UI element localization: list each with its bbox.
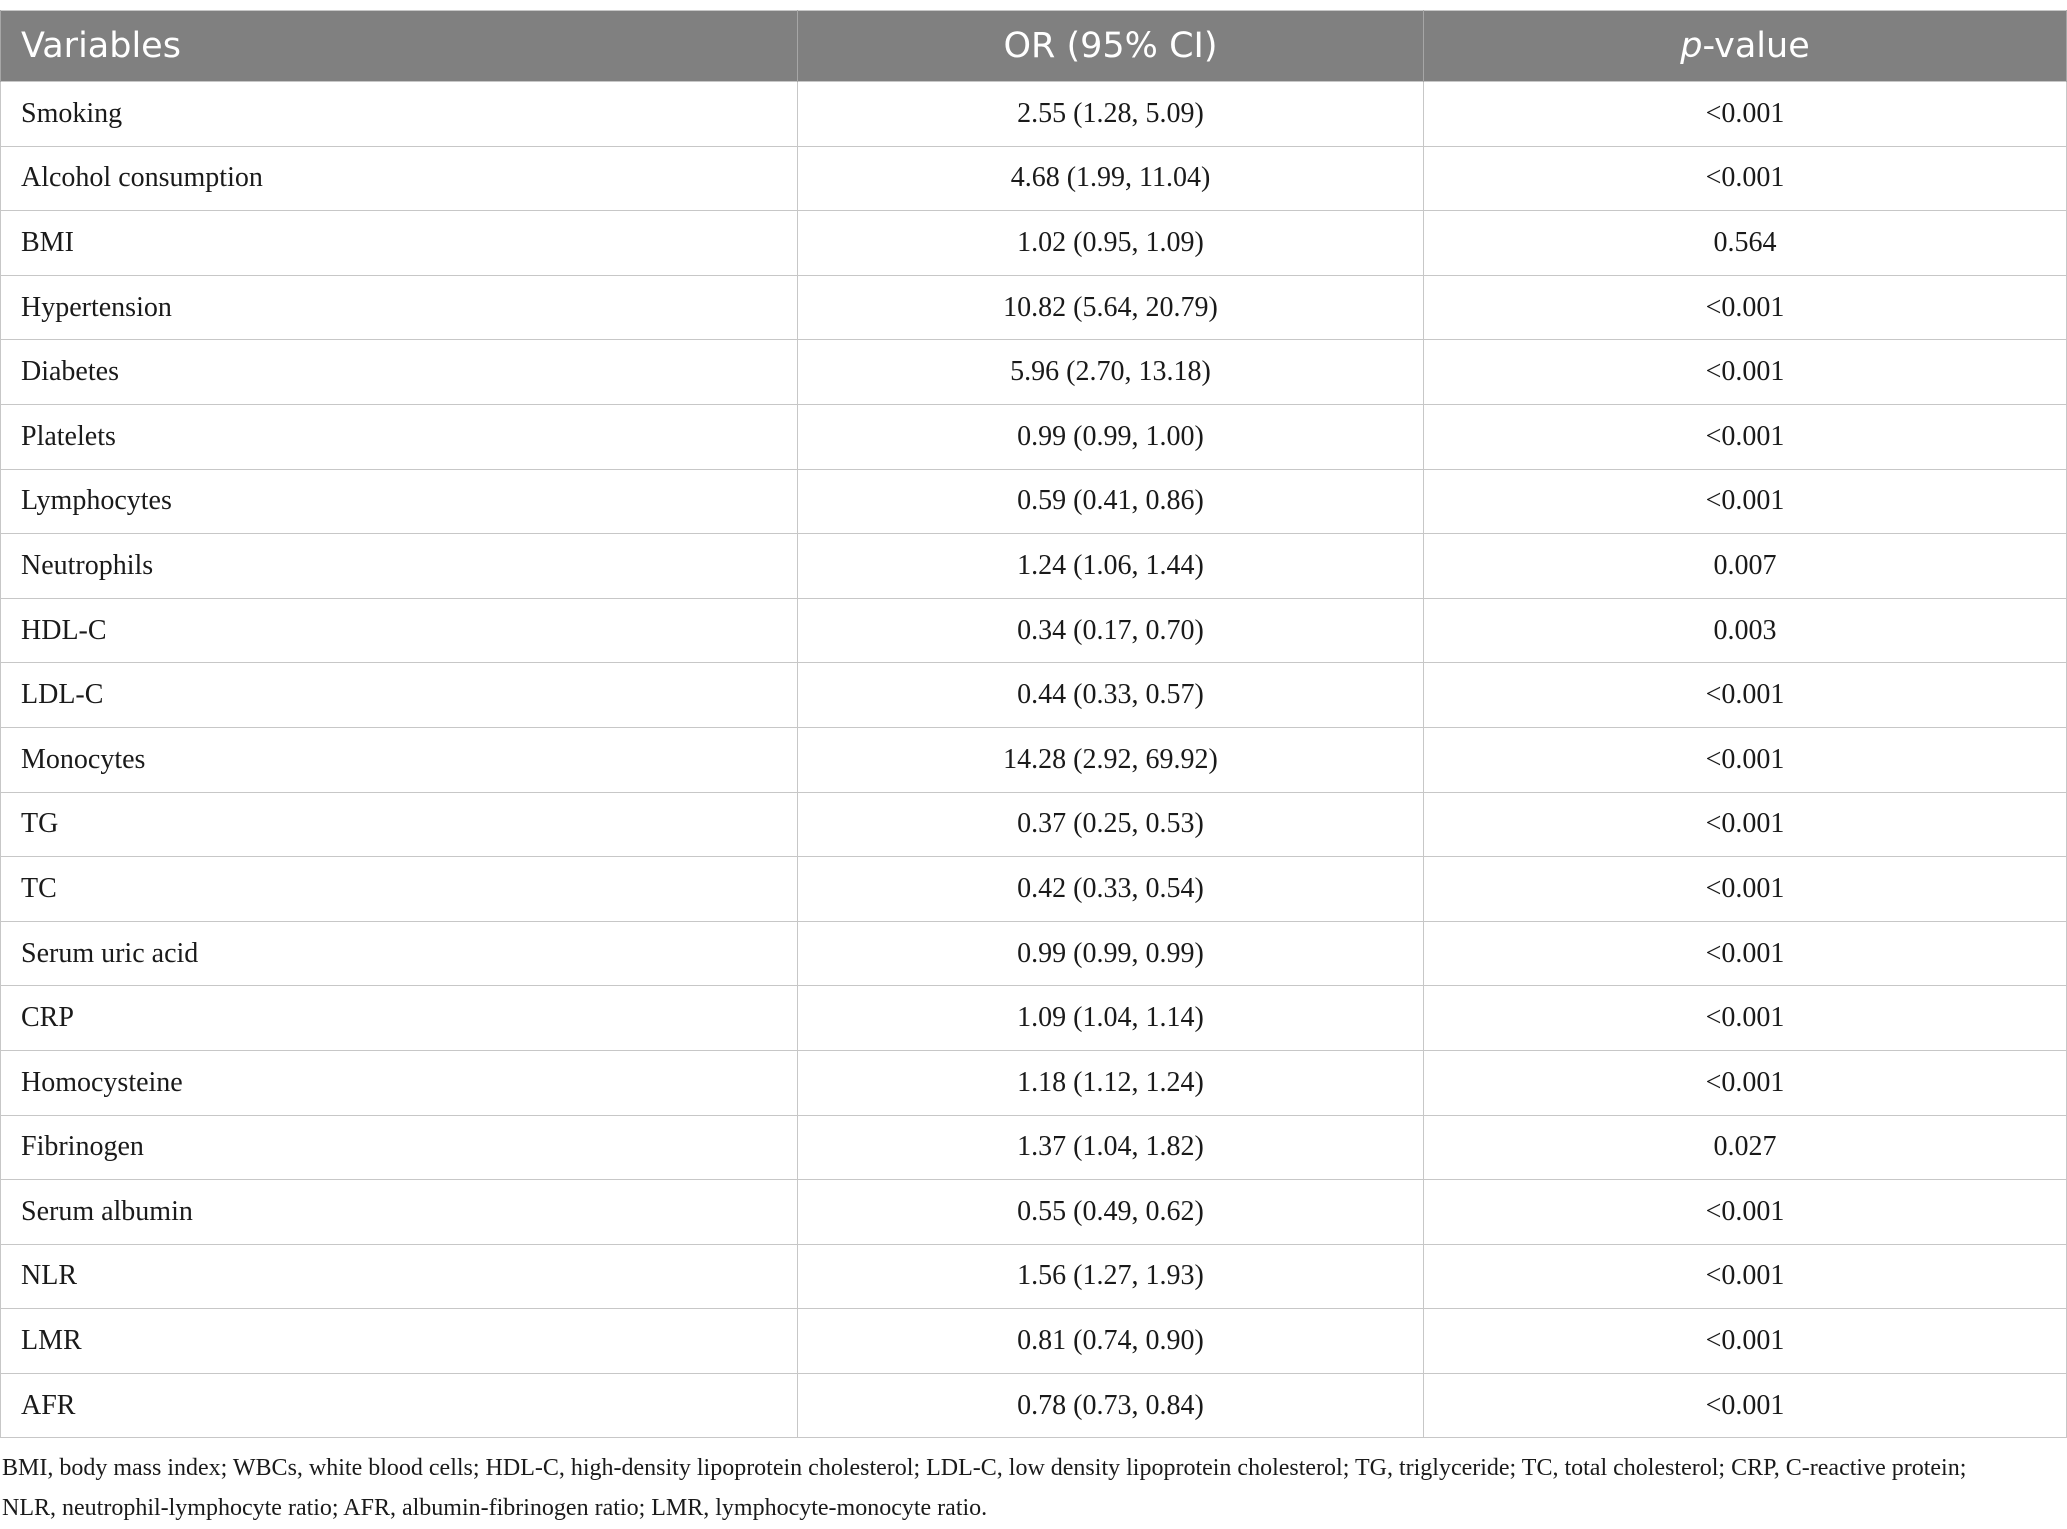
cell-or-ci: 0.99 (0.99, 0.99) <box>798 921 1424 986</box>
cell-variable: NLR <box>1 1244 798 1309</box>
table-row <box>1 1050 2067 1115</box>
header-or-ci: OR (95% CI) <box>798 11 1424 82</box>
cell-p-value: <0.001 <box>1424 1373 2067 1438</box>
cell-variable: Neutrophils <box>1 534 798 599</box>
cell-or-ci: 4.68 (1.99, 11.04) <box>798 146 1424 211</box>
table-row <box>1 275 2067 340</box>
table-row <box>1 211 2067 276</box>
cell-variable: Diabetes <box>1 340 798 405</box>
table-row <box>1 663 2067 728</box>
table-row <box>1 857 2067 922</box>
header-p-rest: -value <box>1702 26 1810 66</box>
cell-variable: HDL-C <box>1 598 798 663</box>
cell-or-ci: 1.56 (1.27, 1.93) <box>798 1244 1424 1309</box>
cell-or-ci: 5.96 (2.70, 13.18) <box>798 340 1424 405</box>
cell-p-value: <0.001 <box>1424 986 2067 1051</box>
header-p-italic: p <box>1680 26 1703 66</box>
cell-p-value: <0.001 <box>1424 1244 2067 1309</box>
cell-or-ci: 0.78 (0.73, 0.84) <box>798 1373 1424 1438</box>
cell-variable: Serum uric acid <box>1 921 798 986</box>
cell-p-value: <0.001 <box>1424 663 2067 728</box>
cell-or-ci: 14.28 (2.92, 69.92) <box>798 727 1424 792</box>
table-row <box>1 1244 2067 1309</box>
cell-variable: Hypertension <box>1 275 798 340</box>
cell-p-value: <0.001 <box>1424 1050 2067 1115</box>
cell-variable: BMI <box>1 211 798 276</box>
cell-or-ci: 1.09 (1.04, 1.14) <box>798 986 1424 1051</box>
cell-variable: Monocytes <box>1 727 798 792</box>
header-variables: Variables <box>1 11 798 82</box>
cell-p-value: <0.001 <box>1424 404 2067 469</box>
cell-p-value: 0.564 <box>1424 211 2067 276</box>
cell-p-value: 0.007 <box>1424 534 2067 599</box>
cell-p-value: <0.001 <box>1424 146 2067 211</box>
header-p-value <box>1424 11 2067 82</box>
cell-variable: TC <box>1 857 798 922</box>
table-row <box>1 146 2067 211</box>
cell-or-ci: 0.42 (0.33, 0.54) <box>798 857 1424 922</box>
cell-p-value: <0.001 <box>1424 857 2067 922</box>
cell-variable: TG <box>1 792 798 857</box>
table-row <box>1 1373 2067 1438</box>
cell-p-value: <0.001 <box>1424 340 2067 405</box>
cell-variable: Fibrinogen <box>1 1115 798 1180</box>
cell-p-value: <0.001 <box>1424 82 2067 147</box>
cell-variable: Smoking <box>1 82 798 147</box>
cell-p-value: <0.001 <box>1424 921 2067 986</box>
cell-or-ci: 10.82 (5.64, 20.79) <box>798 275 1424 340</box>
table-row <box>1 792 2067 857</box>
table-row <box>1 534 2067 599</box>
cell-or-ci: 0.44 (0.33, 0.57) <box>798 663 1424 728</box>
cell-variable: AFR <box>1 1373 798 1438</box>
cell-or-ci: 0.34 (0.17, 0.70) <box>798 598 1424 663</box>
cell-or-ci: 2.55 (1.28, 5.09) <box>798 82 1424 147</box>
table-row <box>1 921 2067 986</box>
cell-or-ci: 0.99 (0.99, 1.00) <box>798 404 1424 469</box>
table-row <box>1 1180 2067 1245</box>
table-container <box>0 10 2067 1528</box>
table-row <box>1 340 2067 405</box>
cell-or-ci: 0.37 (0.25, 0.53) <box>798 792 1424 857</box>
cell-p-value: 0.003 <box>1424 598 2067 663</box>
cell-p-value: <0.001 <box>1424 469 2067 534</box>
table-row <box>1 598 2067 663</box>
results-table <box>0 10 2067 1438</box>
table-row <box>1 469 2067 534</box>
cell-variable: Alcohol consumption <box>1 146 798 211</box>
table-row <box>1 82 2067 147</box>
cell-or-ci: 0.81 (0.74, 0.90) <box>798 1309 1424 1374</box>
cell-or-ci: 1.02 (0.95, 1.09) <box>798 211 1424 276</box>
table-header <box>1 11 2067 82</box>
cell-p-value: <0.001 <box>1424 1180 2067 1245</box>
cell-or-ci: 1.37 (1.04, 1.82) <box>798 1115 1424 1180</box>
cell-variable: Serum albumin <box>1 1180 798 1245</box>
cell-or-ci: 0.55 (0.49, 0.62) <box>798 1180 1424 1245</box>
table-row <box>1 404 2067 469</box>
cell-p-value: 0.027 <box>1424 1115 2067 1180</box>
table-row <box>1 1115 2067 1180</box>
table-row <box>1 727 2067 792</box>
cell-or-ci: 0.59 (0.41, 0.86) <box>798 469 1424 534</box>
table-row <box>1 1309 2067 1374</box>
cell-p-value: <0.001 <box>1424 1309 2067 1374</box>
cell-p-value: <0.001 <box>1424 792 2067 857</box>
cell-or-ci: 1.24 (1.06, 1.44) <box>798 534 1424 599</box>
cell-variable: Lymphocytes <box>1 469 798 534</box>
cell-variable: Homocysteine <box>1 1050 798 1115</box>
table-row <box>1 986 2067 1051</box>
cell-variable: LMR <box>1 1309 798 1374</box>
cell-p-value: <0.001 <box>1424 727 2067 792</box>
cell-variable: CRP <box>1 986 798 1051</box>
cell-or-ci: 1.18 (1.12, 1.24) <box>798 1050 1424 1115</box>
cell-p-value: <0.001 <box>1424 275 2067 340</box>
header-row <box>1 11 2067 82</box>
table-body <box>1 82 2067 1438</box>
cell-variable: LDL-C <box>1 663 798 728</box>
table-footnote: BMI, body mass index; WBCs, white blood cells; HDL-C, high-density lipoprotein cholesterol; LDL-C, low density lipoprotein cholesterol; TG, triglyceride; TC, total cholesterol; CRP, C-reactive protein; NLR, neutrophil-lymphocyte ratio; AFR, albumin-fibrinogen ratio; LMR, lymphocyte-monocyte ratio. <box>2 1455 1967 1522</box>
cell-variable: Platelets <box>1 404 798 469</box>
